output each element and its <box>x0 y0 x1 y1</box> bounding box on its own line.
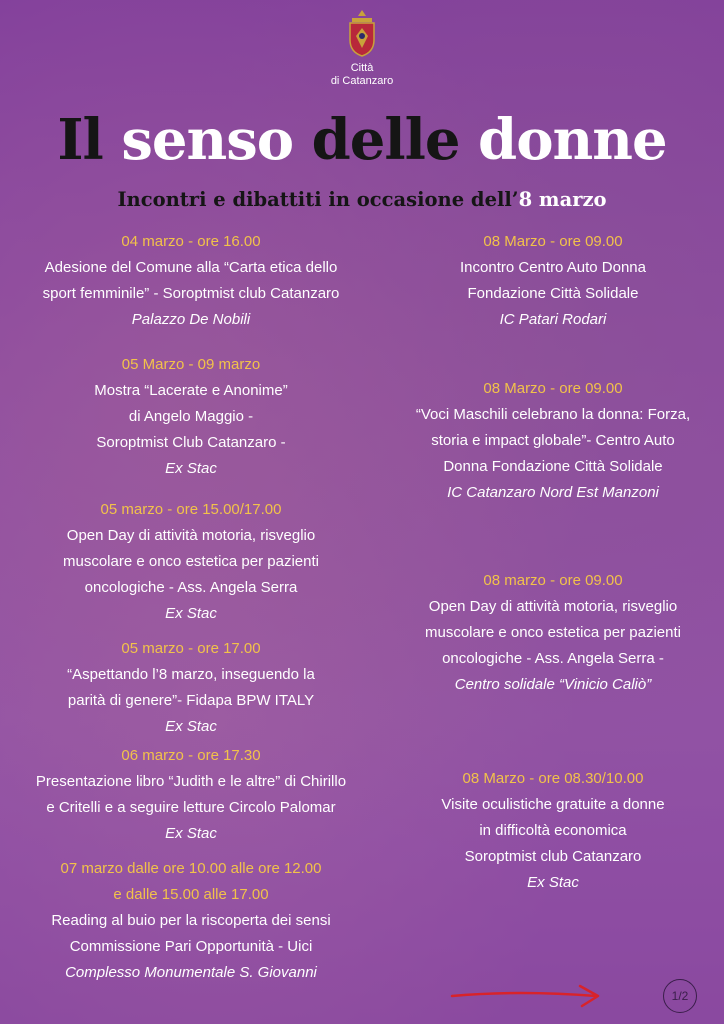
event-location: Centro solidale “Vinicio Caliò” <box>454 676 652 693</box>
event-right-1 <box>382 229 724 333</box>
event-date: 05 marzo - ore 17.00 <box>121 640 261 657</box>
event-description: Mostra “Lacerate e Anonime” di Angelo Maggio - Soroptmist Club Catanzaro - <box>94 382 288 451</box>
event-location: Ex Stac <box>527 874 579 891</box>
event-description: Reading al buio per la riscoperta dei sensi Commissione Pari Opportunità - Uici <box>51 912 331 955</box>
event-right-4 <box>382 766 724 896</box>
event-description: Open Day di attività motoria, risveglio muscolare e onco estetica per pazienti oncologiche - Ass. Angela Serra - <box>425 598 681 667</box>
title-part3: delle <box>311 107 479 173</box>
event-left-6 <box>0 856 382 986</box>
event-description: Incontro Centro Auto Donna Fondazione Città Solidale <box>460 259 646 302</box>
title-part4: donne <box>478 107 667 173</box>
event-date: 05 marzo - ore 15.00/17.00 <box>100 501 282 518</box>
event-location: Ex Stac <box>165 460 217 477</box>
event-date: 08 Marzo - ore 09.00 <box>483 380 623 397</box>
city-name-line1: Città <box>350 62 374 74</box>
event-right-3 <box>382 568 724 698</box>
event-left-5 <box>0 743 382 847</box>
event-left-2 <box>0 352 382 482</box>
subtitle-date: 8 marzo <box>518 188 607 211</box>
event-date: 06 marzo - ore 17.30 <box>121 747 261 764</box>
event-left-1 <box>0 229 382 333</box>
city-crest-icon <box>344 8 380 58</box>
title-part1: Il <box>57 107 122 173</box>
page-indicator[interactable]: 1/2 <box>663 979 697 1013</box>
event-right-2 <box>382 376 724 506</box>
event-location: IC Catanzaro Nord Est Manzoni <box>447 484 659 501</box>
event-description: “Voci Maschili celebrano la donna: Forza, storia e impact globale”- Centro Auto Donna Fondazione Città Solidale <box>415 406 691 475</box>
event-location: IC Patari Rodari <box>499 311 607 328</box>
event-location: Ex Stac <box>165 718 217 735</box>
poster-title <box>0 108 724 172</box>
event-date: 07 marzo dalle ore 10.00 alle ore 12.00 e dalle 15.00 alle 17.00 <box>60 860 322 903</box>
event-description: Adesione del Comune alla “Carta etica dello sport femminile” - Soroptmist club Catanzaro <box>42 259 340 302</box>
event-description: Open Day di attività motoria, risveglio muscolare e onco estetica per pazienti oncologiche - Ass. Angela Serra <box>63 527 319 596</box>
title-part2: senso <box>121 107 312 173</box>
event-location: Complesso Monumentale S. Giovanni <box>65 964 317 981</box>
event-location: Palazzo De Nobili <box>131 311 251 328</box>
event-date: 08 marzo - ore 09.00 <box>483 572 623 589</box>
arrow-right-icon <box>448 980 604 1010</box>
poster-subtitle <box>0 187 724 213</box>
event-date: 04 marzo - ore 16.00 <box>121 233 261 250</box>
event-location: Ex Stac <box>165 825 217 842</box>
event-date: 05 Marzo - 09 marzo <box>121 356 261 373</box>
event-description: “Aspettando l’8 marzo, inseguendo la parità di genere”- Fidapa BPW ITALY <box>67 666 315 709</box>
event-left-4 <box>0 636 382 740</box>
event-description: Visite oculistiche gratuite a donne in difficoltà economica Soroptmist club Catanzaro <box>441 796 665 865</box>
event-date: 08 Marzo - ore 09.00 <box>483 233 623 250</box>
event-location: Ex Stac <box>165 605 217 622</box>
city-name-line2: di Catanzaro <box>330 75 394 87</box>
event-description: Presentazione libro “Judith e le altre” di Chirillo e Critelli e a seguire letture Circolo Palomar <box>35 773 347 816</box>
subtitle-main: Incontri e dibattiti in occasione dell’ <box>117 188 519 211</box>
event-left-3 <box>0 497 382 627</box>
event-date: 08 Marzo - ore 08.30/10.00 <box>462 770 644 787</box>
